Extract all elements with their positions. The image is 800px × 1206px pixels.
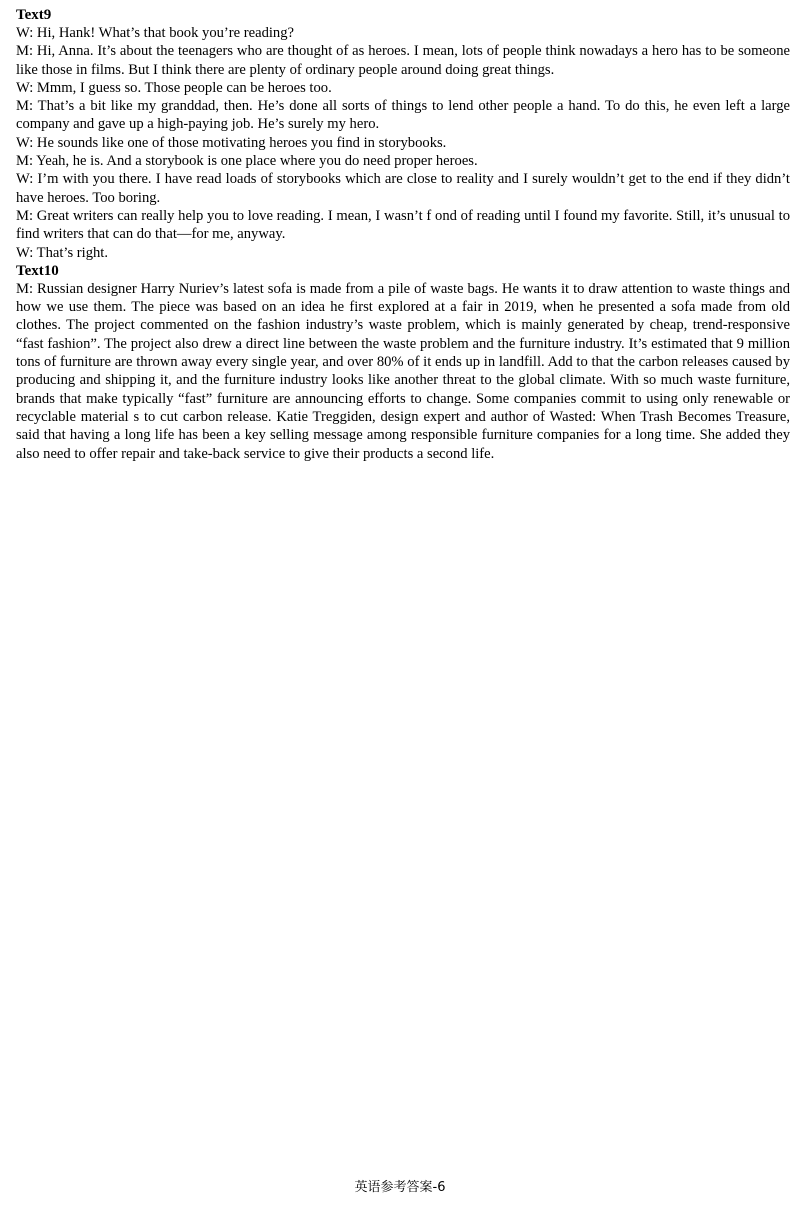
dialogue-line: M: Great writers can really help you to love reading. I mean, I wasn’t f ond of reading until I found my favorite. Still, it’s unusual to find writers that can do that—for me, anyway. bbox=[16, 207, 790, 243]
dialogue-line: M: Yeah, he is. And a storybook is one place where you do need proper heroes. bbox=[16, 153, 478, 170]
dialogue-line: W: He sounds like one of those motivating heroes you find in storybooks. bbox=[16, 134, 447, 151]
dialogue-line: W: Hi, Hank! What’s that book you’re reading? bbox=[16, 25, 295, 41]
text10-title: Text10 bbox=[16, 262, 59, 279]
dialogue-line: W: That’s right. bbox=[16, 244, 109, 261]
document-body bbox=[16, 6, 790, 463]
text10-paragraph: M: Russian designer Harry Nuriev’s latest sofa is made from a pile of waste bags. He wants it to draw attention to waste things and how we use them. The piece was based on an idea he first explored at a fair in 2019, when he presented a sofa made from old clothes. The project commented on the fashion industry’s waste problem, which is mainly generated by cheap, trend-responsive “fast fashion”. The project also drew a direct line between the waste problem and the furniture industry. It’s estimated that 9 million tons of furniture are thrown away every single year, and over 80% of it ends up in landfill. Add to that the carbon releases caused by producing and shipping it, and the furniture industry looks like another threat to the global climate. With so much waste furniture, brands that make typically “fast” furniture are announcing efforts to change. Some companies commit to using only renewable or recyclable material s to cut carbon release. Katie Treggiden, design expert and author of Wasted: When Trash Becomes Treasure, said that having a long life has been a key selling message among responsible furniture companies for a long time. She added they also need to offer repair and take-back service to give their products a second life. bbox=[16, 280, 790, 462]
dialogue-line: M: That’s a bit like my granddad, then. He’s done all sorts of things to lend other people a hand. To do this, he even left a large company and gave up a high-paying job. He’s surely my hero. bbox=[16, 98, 790, 133]
page-footer: 英语参考答案-6 bbox=[354, 1180, 446, 1195]
text9-title: Text9 bbox=[16, 7, 52, 23]
text9-dialogue bbox=[16, 24, 790, 262]
dialogue-line: W: Mmm, I guess so. Those people can be heroes too. bbox=[16, 79, 332, 96]
dialogue-line: M: Hi, Anna. It’s about the teenagers who are thought of as heroes. I mean, lots of people think nowadays a hero has to be someone like those in films. But I think there are plenty of ordinary people around doing great things. bbox=[16, 43, 790, 78]
dialogue-line: W: I’m with you there. I have read loads of storybooks which are close to reality and I surely wouldn’t get to the end if they didn’t have heroes. Too boring. bbox=[16, 171, 790, 206]
